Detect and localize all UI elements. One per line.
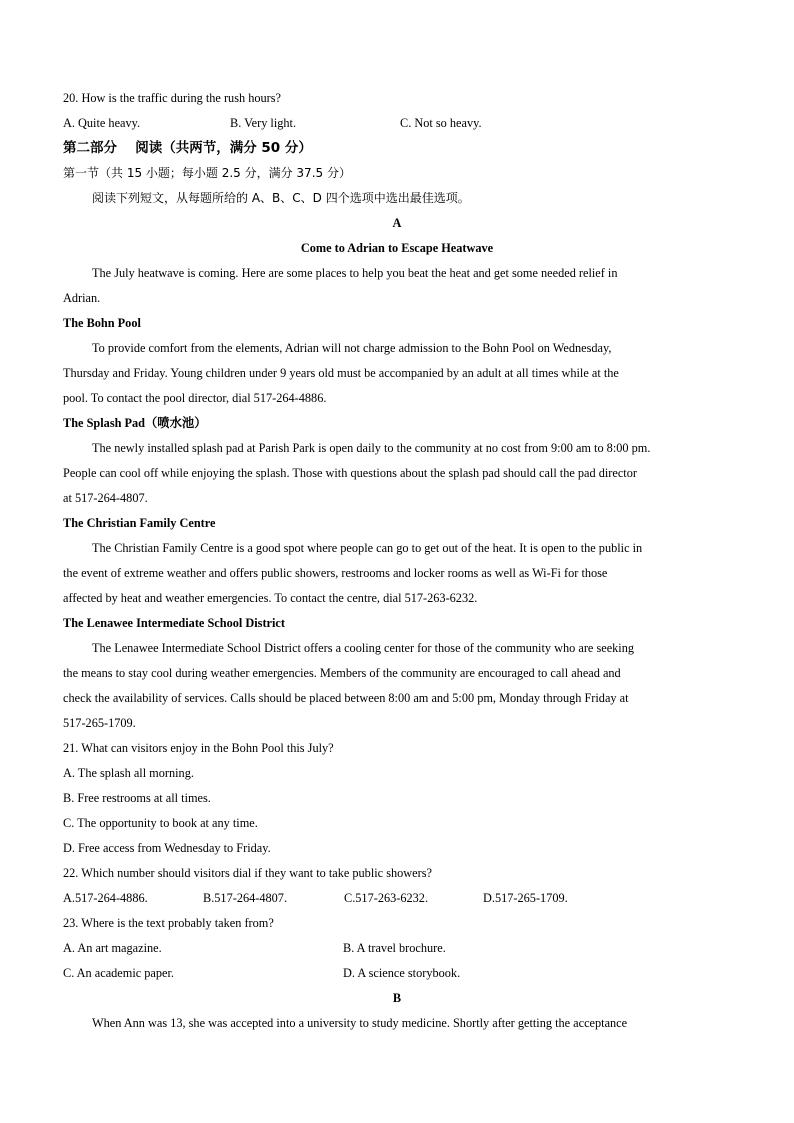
q21-option-a: A. The splash all morning. <box>63 766 194 780</box>
q20-option-a: A. Quite heavy. <box>63 116 141 130</box>
paragraph-line: check the availability of services. Calls should be placed between 8:00 am and 5:00 pm, Monday through Friday at <box>63 691 629 705</box>
passage-a-intro-line: The July heatwave is coming. Here are some places to help you beat the heat and get some needed relief in <box>92 266 618 280</box>
q22-option-d: D.517-265-1709. <box>483 891 568 905</box>
section-heading-splash-pad: The Splash Pad（喷水池） <box>63 416 207 430</box>
q21-option-d: D. Free access from Wednesday to Friday. <box>63 841 271 855</box>
paragraph-line: 517-265-1709. <box>63 716 136 730</box>
paragraph-line: People can cool off while enjoying the splash. Those with questions about the splash pad should call the pad director <box>63 466 637 480</box>
paragraph-line: the event of extreme weather and offers public showers, restrooms and locker rooms as well as Wi-Fi for those <box>63 566 608 580</box>
q23-option-b: B. A travel brochure. <box>343 941 446 955</box>
passage-b-first-line: When Ann was 13, she was accepted into a university to study medicine. Shortly after getting the acceptance <box>92 1016 628 1030</box>
paragraph-line: the means to stay cool during weather emergencies. Members of the community are encouraged to call ahead and <box>63 666 621 680</box>
q20-option-c: C. Not so heavy. <box>400 116 482 130</box>
passage-b-letter: B <box>392 991 402 1005</box>
paragraph-line: The Christian Family Centre is a good spot where people can go to get out of the heat. It is open to the public in <box>92 541 643 555</box>
q21-option-c: C. The opportunity to book at any time. <box>63 816 258 830</box>
q20-option-b: B. Very light. <box>230 116 297 130</box>
passage-a-title: Come to Adrian to Escape Heatwave <box>300 241 494 255</box>
paragraph-line: The newly installed splash pad at Parish Park is open daily to the community at no cost from 9:00 am to 8:00 pm. <box>92 441 651 455</box>
passage-a-intro-line: Adrian. <box>63 291 101 305</box>
paragraph-line: affected by heat and weather emergencies. To contact the centre, dial 517-263-6232. <box>63 591 478 605</box>
reading-instruction: 阅读下列短文，从每题所给的 A、B、C、D 四个选项中选出最佳选项。 <box>92 191 470 205</box>
section-heading-family-centre: The Christian Family Centre <box>63 516 216 530</box>
paragraph-line: at 517-264-4807. <box>63 491 148 505</box>
q22-option-a: A.517-264-4886. <box>63 891 148 905</box>
section-heading-school-district: The Lenawee Intermediate School District <box>63 616 285 630</box>
paragraph-line: Thursday and Friday. Young children under 9 years old must be accompanied by an adult at all times while at the <box>63 366 619 380</box>
q22-option-b: B.517-264-4807. <box>203 891 288 905</box>
paragraph-line: The Lenawee Intermediate School District offers a cooling center for those of the community who are seeking <box>92 641 635 655</box>
q22-question: 22. Which number should visitors dial if they want to take public showers? <box>63 866 432 880</box>
q23-option-c: C. An academic paper. <box>63 966 174 980</box>
section-heading-bohn-pool: The Bohn Pool <box>63 316 141 330</box>
q22-option-c: C.517-263-6232. <box>344 891 429 905</box>
paragraph-line: pool. To contact the pool director, dial 517-264-4886. <box>63 391 327 405</box>
q23-question: 23. Where is the text probably taken from? <box>63 916 274 930</box>
passage-a-letter: A <box>392 216 402 230</box>
q21-option-b: B. Free restrooms at all times. <box>63 791 211 805</box>
part2-heading: 第二部分 阅读（共两节，满分 50 分） <box>63 140 312 156</box>
q23-option-d: D. A science storybook. <box>343 966 461 980</box>
q20-question: 20. How is the traffic during the rush hours? <box>63 91 281 105</box>
q21-question: 21. What can visitors enjoy in the Bohn Pool this July? <box>63 741 334 755</box>
q23-option-a: A. An art magazine. <box>63 941 162 955</box>
paragraph-line: To provide comfort from the elements, Adrian will not charge admission to the Bohn Pool on Wednesday, <box>92 341 612 355</box>
section1-heading: 第一节（共 15 小题；每小题 2.5 分，满分 37.5 分） <box>63 166 351 180</box>
